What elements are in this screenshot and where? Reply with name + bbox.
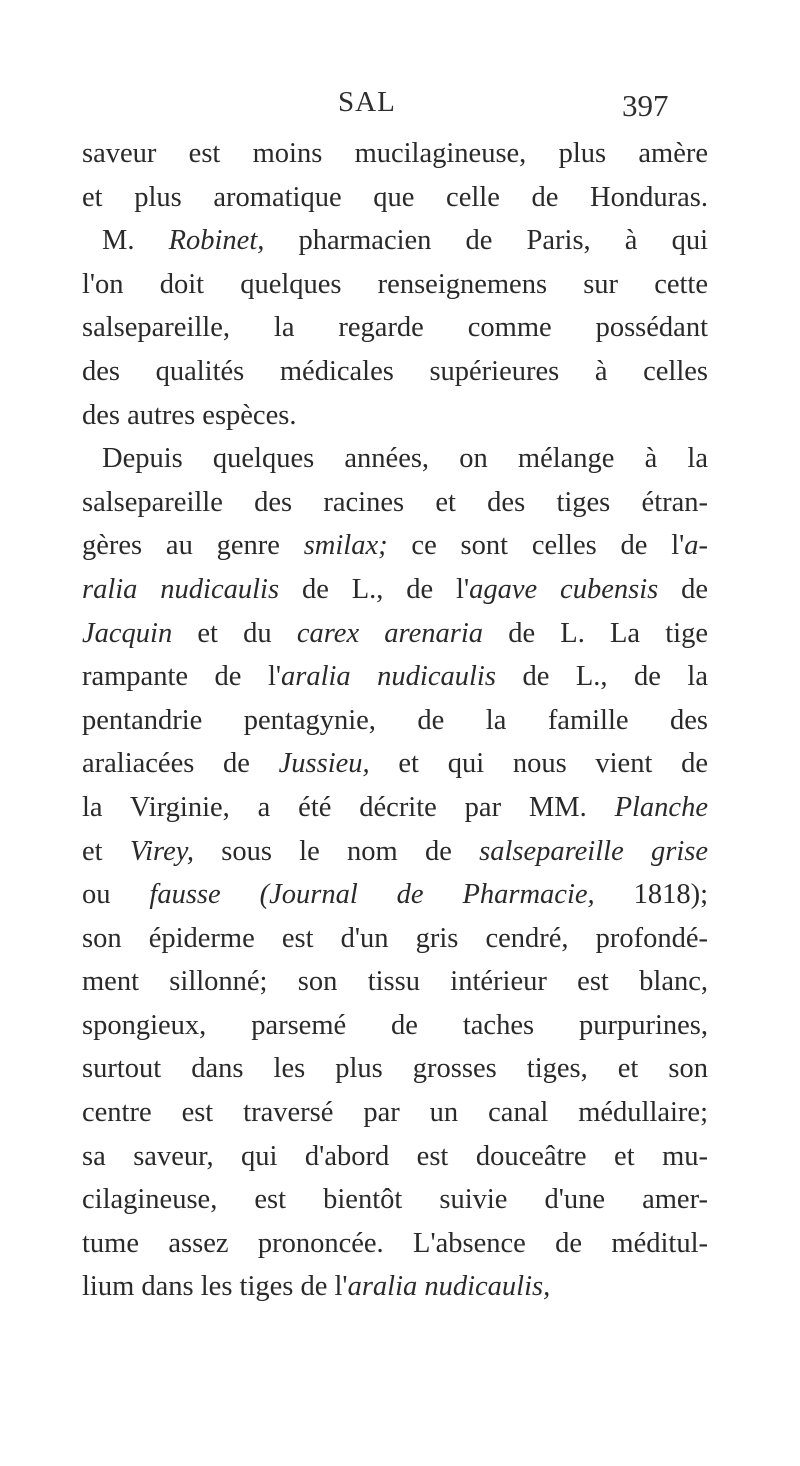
- text-run: des qualités médicales supérieures à celles: [82, 355, 708, 387]
- page-header: [0, 86, 800, 126]
- text-run: tume assez prononcée. L'absence de méditul-: [82, 1227, 708, 1259]
- italic-run: fausse (Journal de Pharmacie,: [149, 879, 595, 911]
- text-run: sa saveur, qui d'abord est douceâtre et mu-: [82, 1140, 708, 1172]
- text-run: son épiderme est d'un gris cendré, profondé-: [82, 922, 708, 954]
- italic-run: Virey,: [129, 835, 194, 867]
- text-line: [82, 742, 708, 786]
- text-line: [82, 1265, 708, 1309]
- text-run: Depuis quelques années, on mélange à la: [102, 443, 708, 475]
- running-head: SAL: [338, 86, 396, 118]
- text-run: pharmacien de Paris, à qui: [264, 225, 708, 257]
- italic-run: Jussieu,: [278, 748, 370, 780]
- text-line: [82, 481, 708, 525]
- text-line: [82, 1004, 708, 1048]
- text-line: [82, 786, 708, 830]
- text-line: [82, 830, 708, 874]
- text-run: 1818);: [594, 879, 708, 911]
- text-line: [82, 699, 708, 743]
- text-line: [82, 394, 708, 438]
- text-line: [82, 917, 708, 961]
- text-run: salsepareille des racines et des tiges étran-: [82, 486, 708, 518]
- text-run: rampante de l': [82, 661, 281, 693]
- text-line: [82, 306, 708, 350]
- text-run: des autres espèces.: [82, 399, 297, 431]
- text-run: ment sillonné; son tissu intérieur est blanc,: [82, 966, 708, 998]
- text-run: ou: [82, 879, 150, 911]
- text-run: et plus aromatique que celle de Honduras.: [82, 181, 708, 213]
- text-line: [82, 263, 708, 307]
- text-run: saveur est moins mucilagineuse, plus amère: [82, 138, 708, 169]
- italic-run: salsepareille grise: [479, 835, 708, 867]
- text-line: [82, 568, 708, 612]
- text-run: et: [82, 835, 130, 867]
- italic-run: smilax;: [303, 530, 388, 562]
- text-run: M.: [102, 225, 169, 257]
- text-line: [82, 1047, 708, 1091]
- text-run: spongieux, parsemé de taches purpurines,: [82, 1009, 708, 1041]
- text-run: et qui nous vient de: [369, 748, 708, 780]
- body-text: [82, 132, 708, 1309]
- text-run: centre est traversé par un canal médullaire;: [82, 1097, 708, 1129]
- text-run: de L., de l': [279, 573, 470, 605]
- text-run: sous le nom de: [193, 835, 480, 867]
- text-run: ce sont celles de l': [387, 530, 685, 562]
- text-line: [82, 524, 708, 568]
- text-run: de L., de la: [495, 661, 708, 693]
- italic-run: ralia nudicaulis: [82, 573, 280, 605]
- text-run: de: [658, 573, 709, 605]
- text-run: de L. La tige: [483, 617, 708, 649]
- text-run: cilagineuse, est bientôt suivie d'une amer-: [82, 1184, 708, 1216]
- page-number: 397: [622, 88, 669, 123]
- italic-run: Jacquin: [82, 617, 173, 649]
- text-line: [82, 655, 708, 699]
- italic-run: agave cubensis: [469, 573, 659, 605]
- text-run: salsepareille, la regarde comme possédant: [82, 312, 708, 344]
- italic-run: aralia nudicaulis,: [347, 1271, 551, 1303]
- text-line: [82, 176, 708, 220]
- text-line: [82, 612, 708, 656]
- text-run: l'on doit quelques renseignemens sur cette: [82, 268, 708, 300]
- text-line: [82, 132, 708, 176]
- text-line: [82, 873, 708, 917]
- italic-run: Planche: [614, 791, 708, 823]
- text-line: [82, 1178, 708, 1222]
- italic-run: carex arenaria: [296, 617, 483, 649]
- text-line: [82, 1222, 708, 1266]
- text-line: [82, 1135, 708, 1179]
- text-line: [82, 1091, 708, 1135]
- italic-run: aralia nudicaulis: [281, 661, 496, 693]
- text-run: la Virginie, a été décrite par MM.: [82, 791, 615, 823]
- text-run: et du: [172, 617, 297, 649]
- text-run: lium dans les tiges de l': [82, 1271, 348, 1303]
- text-run: gères au genre: [82, 530, 304, 562]
- text-line: [82, 219, 708, 263]
- text-run: pentandrie pentagynie, de la famille des: [82, 704, 708, 736]
- text-run: surtout dans les plus grosses tiges, et son: [82, 1053, 708, 1085]
- text-line: [82, 437, 708, 481]
- text-run: araliacées de: [82, 748, 279, 780]
- text-line: [82, 350, 708, 394]
- italic-run: a-: [684, 530, 708, 562]
- italic-run: Robinet,: [168, 225, 265, 257]
- text-line: [82, 960, 708, 1004]
